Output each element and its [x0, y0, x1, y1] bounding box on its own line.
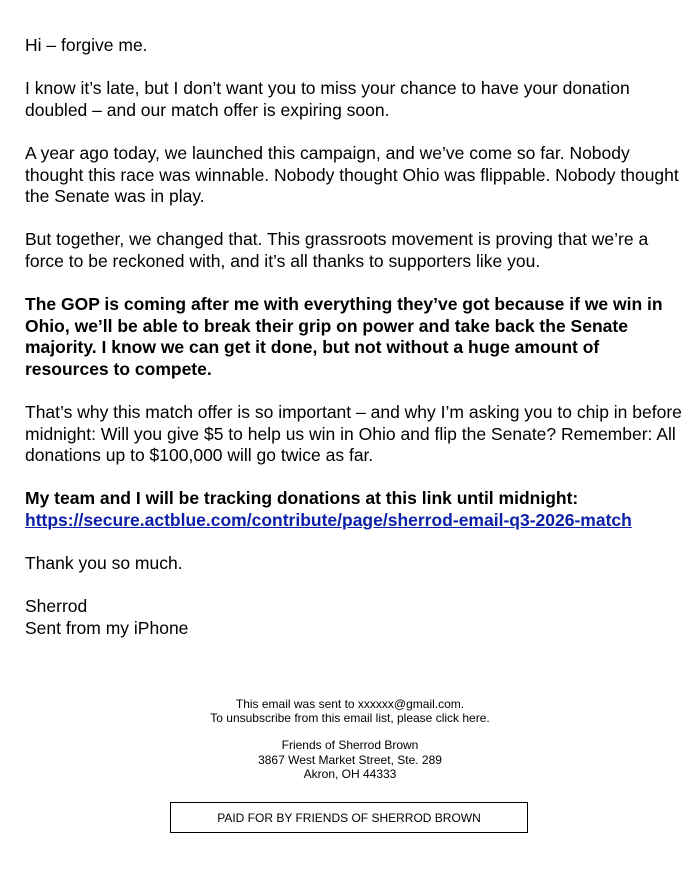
address-line-2: Akron, OH 44333: [303, 766, 397, 781]
paragraph-gop-warning: The GOP is coming after me with everything they’ve got because if we win in Ohio, we’ll be able to break their grip on power and take back the Senate majority. I know we can get it done, but not without a huge amount of resources to compete.: [25, 294, 663, 379]
signature-name: Sherrod: [25, 596, 88, 617]
thank-you: Thank you so much.: [25, 553, 183, 574]
paragraph-late-notice: I know it’s late, but I don’t want you to miss your chance to have your donation doubled – and our match offer is expiring soon.: [25, 78, 630, 120]
paragraph-grassroots: But together, we changed that. This grassroots movement is proving that we’re a force to be reckoned with, and it’s all thanks to supporters like you.: [25, 229, 649, 271]
signature: [25, 596, 685, 639]
email-footer: [0, 697, 700, 781]
donation-link[interactable]: https://secure.actblue.com/contribute/page/sherrod-email-q3-2026-match: [25, 510, 632, 531]
unsubscribe-link[interactable]: To unsubscribe from this email list, please click here.: [210, 711, 490, 726]
sent-to-notice: This email was sent to xxxxxx@gmail.com.: [235, 697, 465, 711]
paragraph-campaign-anniversary: A year ago today, we launched this campaign, and we’ve come so far. Nobody thought this race was winnable. Nobody thought Ohio was flippable. Nobody thought the Senate was in play.: [25, 142, 679, 207]
paragraph-tracking-link: [25, 488, 685, 531]
mailing-address: [0, 738, 700, 781]
paragraph-match-offer: That’s why this match offer is so important – and why I’m asking you to chip in before midnight: Will you give $5 to help us win in Ohio and flip the Senate? Remember: All donations up to $100,000 will go twice as far.: [25, 402, 682, 466]
org-name: Friends of Sherrod Brown: [281, 738, 419, 753]
tracking-text: My team and I will be tracking donations at this link until midnight:: [25, 488, 579, 509]
greeting: Hi – forgive me.: [25, 35, 148, 55]
address-line-1: 3867 West Market Street, Ste. 289: [258, 752, 442, 767]
paid-for-disclaimer: PAID FOR BY FRIENDS OF SHERROD BROWN: [170, 802, 528, 833]
email-body: [25, 35, 685, 640]
signature-device: Sent from my iPhone: [25, 618, 189, 639]
